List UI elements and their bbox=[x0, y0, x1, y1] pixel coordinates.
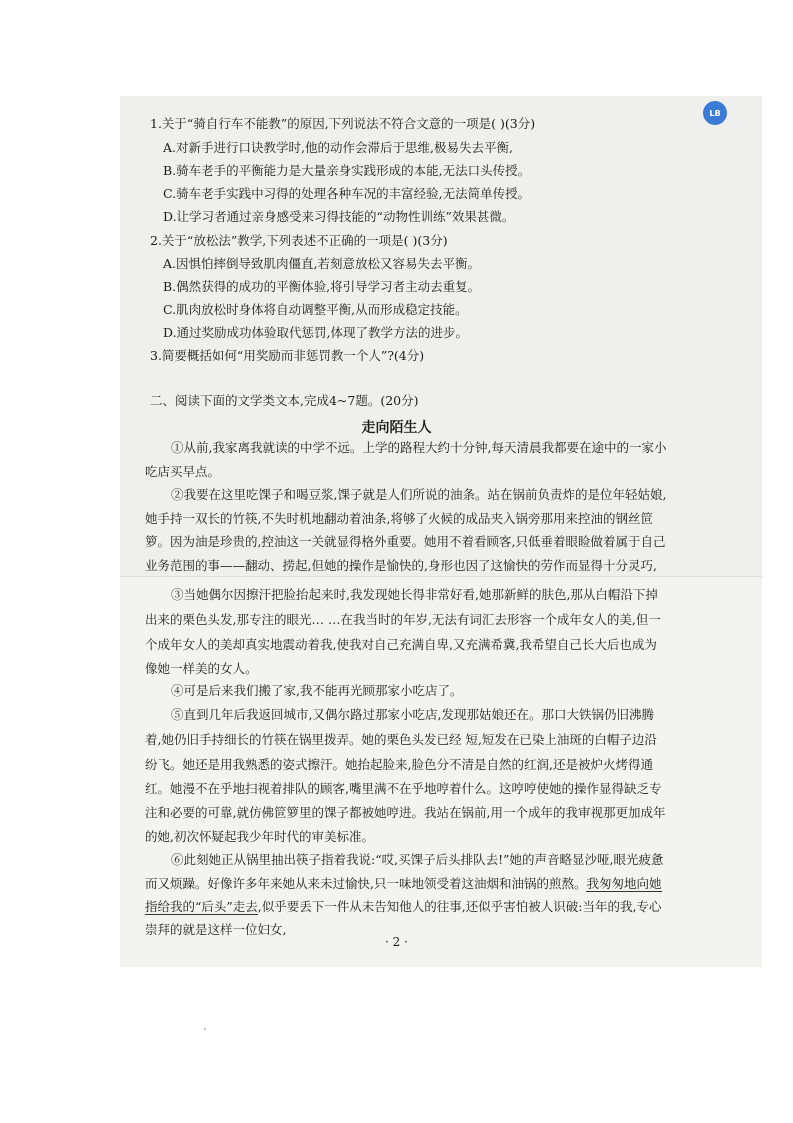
q2-option-b: B.偶然获得的成功的平衡体验,将引导学习者主动去重复。 bbox=[163, 279, 481, 294]
passage-p5-line-5: 注和必要的可靠,就仿佛笸箩里的馃子都被她哼进。我站在锅前,用一个成年的我审视那更加成年 bbox=[145, 805, 666, 820]
passage-p2-line-4: 业务范围的事——翻动、捞起,但她的操作是愉快的,身形也因了这愉快的劳作而显得十分灵巧, bbox=[145, 558, 657, 573]
passage-p2-line-2: 她手持一双长的竹筷,不失时机地翻动着油条,将够了火候的成品夹入锅旁那用来控油的钢丝笸 bbox=[145, 511, 653, 526]
question-1-stem: 1.关于“骑自行车不能教”的原因,下列说法不符合文意的一项是( )(3分) bbox=[150, 116, 536, 131]
q2-option-d: D.通过奖励成功体验取代惩罚,体现了教学方法的进步。 bbox=[163, 325, 469, 340]
passage-p5-line-1: ⑤直到几年后我返回城市,又偶尔路过那家小吃店,发现那姑娘还在。那口大铁锅仍旧沸腾 bbox=[171, 707, 654, 722]
q1-option-c: C.骑车老手实践中习得的处理各种车况的丰富经验,无法简单传授。 bbox=[163, 186, 531, 201]
passage-p1-line-1: ①从前,我家离我就读的中学不远。上学的路程大约十分钟,每天清晨我都要在途中的一家小 bbox=[171, 440, 667, 455]
passage-p5-line-3: 纷飞。她还是用我熟悉的姿式擦汗。她抬起脸来,脸色分不清是自然的红润,还是被炉火烤得通 bbox=[145, 757, 653, 772]
page-number: · 2 · bbox=[385, 935, 408, 949]
passage-p3-line-1: ③当她偶尔因擦汗把脸抬起来时,我发现她长得非常好看,她那新鲜的肤色,那从白帽沿下掉 bbox=[171, 587, 658, 602]
passage-p3-line-4: 像她一样美的女人。 bbox=[145, 661, 258, 676]
question-3-stem: 3.简要概括如何“用奖励而非惩罚教一个人”?(4分) bbox=[150, 348, 425, 363]
passage-p5-line-2: 着,她仍旧手持细长的竹筷在锅里拨弄。她的栗色头发已经 短,短发在已染上油斑的白帽子边沿 bbox=[145, 732, 657, 747]
passage-p4-line-1: ④可是后来我们搬了家,我不能再光顾那家小吃店了。 bbox=[171, 683, 463, 698]
passage-p2-line-3: 箩。因为油是珍贵的,控油这一关就显得格外重要。她用不着看顾客,只低垂着眼睑做着属于自己 bbox=[145, 534, 666, 549]
passage-p6-underlined-1: 我匆匆地向她 bbox=[586, 876, 662, 891]
section-2-heading: 二、阅读下面的文学类文本,完成4~7题。(20分) bbox=[150, 393, 419, 408]
passage-p2-line-1: ②我要在这里吃馃子和喝豆浆,馃子就是人们所说的油条。站在锅前负责炸的是位年轻姑娘, bbox=[171, 487, 667, 502]
passage-p6-line-1: ⑥此刻她正从锅里抽出筷子指着我说:“哎,买馃子后头排队去!”她的声音略显沙哑,眼光疲惫 bbox=[171, 852, 664, 867]
scan-speck bbox=[204, 1028, 206, 1030]
q1-option-a: A.对新手进行口诀教学时,他的动作会滞后于思维,极易失去平衡, bbox=[163, 140, 513, 155]
q2-option-c: C.肌肉放松时身体将自动调整平衡,从而形成稳定技能。 bbox=[163, 302, 468, 317]
passage-p3-line-2: 出来的栗色头发,那专注的眼光… …在我当时的年岁,无法有词汇去形容一个成年女人的美,但一 bbox=[145, 612, 661, 627]
passage-p6-line-2-text: 而又烦躁。好像许多年来她从来未过愉快,只一味地领受着这油烟和油锅的煎熬。 bbox=[145, 876, 587, 891]
q2-option-a: A.因惧怕摔倒导致肌肉僵直,若刻意放松又容易失去平衡。 bbox=[163, 256, 480, 271]
q1-option-b: B.骑车老手的平衡能力是大量亲身实践形成的本能,无法口头传授。 bbox=[163, 163, 531, 178]
question-2-stem: 2.关于“放松法”教学,下列表述不正确的一项是( )(3分) bbox=[150, 233, 448, 248]
passage-title: 走向陌生人 bbox=[361, 420, 432, 436]
passage-p3-line-3: 个成年女人的美却真实地震动着我,使我对自己充满自卑,又充满希冀,我希望自己长大后也成为 bbox=[145, 637, 657, 652]
passage-p5-line-4: 红。她漫不在乎地扫视着排队的顾客,嘴里满不在乎地哼着什么。这哼哼使她的操作显得缺乏专 bbox=[145, 781, 662, 796]
passage-p6-line-3 bbox=[145, 899, 661, 915]
q1-option-d: D.让学习者通过亲身感受来习得技能的“动物性训练”效果甚微。 bbox=[163, 209, 515, 224]
app-badge-icon[interactable]: LB bbox=[703, 101, 727, 125]
passage-p6-line-2 bbox=[145, 876, 662, 892]
passage-p5-line-6: 的她,初次怀疑起我少年时代的审美标准。 bbox=[145, 829, 374, 844]
passage-p6-line-4: 崇拜的就是这样一位妇女, bbox=[145, 922, 287, 937]
passage-p6-line-3-rest: ,似乎要丢下一件从未告知他人的往事,还似乎害怕被人识破:当年的我,专心 bbox=[257, 899, 662, 914]
passage-p1-line-2: 吃店买早点。 bbox=[145, 464, 221, 479]
passage-p6-underlined-2: 指给我的“后头”走去 bbox=[145, 899, 258, 914]
